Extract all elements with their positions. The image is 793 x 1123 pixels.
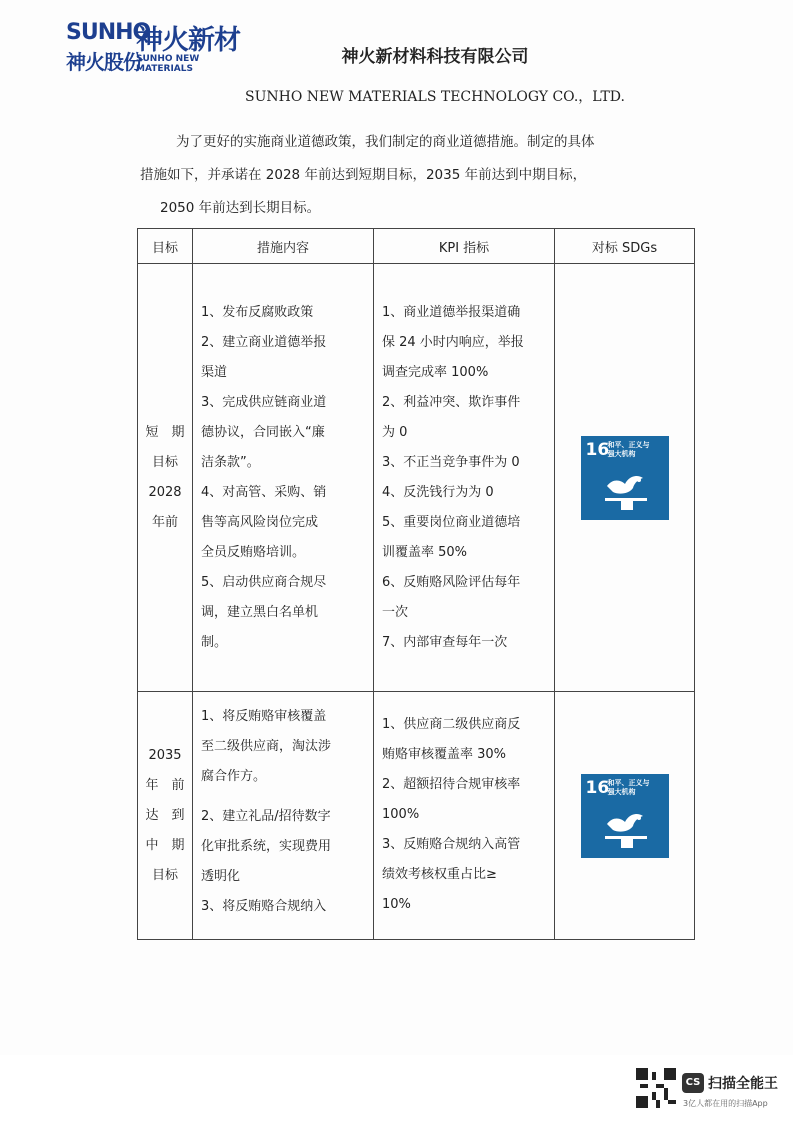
app-tagline: 3亿人都在用的扫描App <box>683 1099 768 1108</box>
measure-line: 5、启动供应商合规尽 <box>201 574 327 590</box>
header-sdgs: 对标 SDGs <box>555 229 695 264</box>
measure-line: 调，建立黑白名单机 <box>201 604 319 620</box>
kpi-line: 2、利益冲突、欺诈事件 <box>382 394 521 410</box>
kpi-line: 3、不正当竞争事件为 0 <box>382 454 520 470</box>
sdg-label <box>608 441 650 459</box>
header-kpi: KPI 指标 <box>374 229 555 264</box>
sdg-label <box>608 779 650 797</box>
measure-line: 4、对高管、采购、销 <box>201 484 327 500</box>
table-header-row <box>138 229 695 264</box>
intro-line: 2050 年前达到长期目标。 <box>160 200 321 216</box>
sdg16-badge <box>581 436 669 520</box>
table-row <box>138 692 695 940</box>
goal-line: 2035 <box>148 747 182 763</box>
header-measures: 措施内容 <box>193 229 374 264</box>
sdg-label-line: 强大机构 <box>607 449 636 458</box>
dove-gavel-icon <box>601 802 651 852</box>
camscanner-logo-icon: CS <box>682 1073 704 1093</box>
measure-line: 2、建立礼品/招待数字 <box>201 809 331 824</box>
sdg-label-line: 和平、正义与 <box>607 440 650 449</box>
sdg-number: 16 <box>585 777 610 798</box>
company-name-en: SUNHO NEW MATERIALS TECHNOLOGY CO.，LTD. <box>245 89 625 105</box>
goal-cell <box>138 692 193 940</box>
measure-line: 3、将反贿赂合规纳入 <box>201 899 327 914</box>
goal-cell <box>138 264 193 692</box>
company-logo <box>66 20 246 72</box>
measure-line: 制。 <box>201 634 228 650</box>
goal-line: 年 前 <box>145 777 185 793</box>
goal-line: 达 到 <box>145 807 185 823</box>
goal-line: 目标 <box>151 867 178 883</box>
header-goal: 目标 <box>138 229 193 264</box>
measure-line: 洁条款”。 <box>201 454 260 470</box>
measure-line: 至二级供应商，淘汰涉 <box>201 739 332 754</box>
kpi-line: 4、反洗钱行为为 0 <box>382 484 494 500</box>
app-name: 扫描全能王 <box>708 1076 778 1092</box>
measure-line: 售等高风险岗位完成 <box>201 514 319 530</box>
sdg16-badge <box>581 774 669 858</box>
intro-paragraph <box>140 126 670 225</box>
kpi-line: 5、重要岗位商业道德培 <box>382 514 521 530</box>
measure-line: 全员反贿赂培训。 <box>201 544 306 560</box>
sdg-label-line: 强大机构 <box>607 787 636 796</box>
logo-en-bottom: SUNHO NEW MATERIALS <box>136 54 200 74</box>
company-name-cn: 神火新材料科技有限公司 <box>341 47 529 67</box>
measure-line: 透明化 <box>201 869 241 884</box>
sdg-number: 16 <box>585 439 610 460</box>
measures-cell <box>193 692 374 940</box>
measure-line <box>201 792 373 802</box>
measure-line: 1、发布反腐败政策 <box>201 304 314 320</box>
logo-cn-left: 神火股份 <box>66 50 142 74</box>
measures-cell <box>193 264 374 692</box>
measure-line: 化审批系统，实现费用 <box>201 839 332 854</box>
measure-line: 德协议，合同嵌入“廉 <box>201 424 325 440</box>
kpi-line: 训覆盖率 50% <box>382 544 468 560</box>
logo-en-top: SUNHO <box>66 20 151 45</box>
kpi-line: 1、供应商二级供应商反 <box>382 717 521 732</box>
goal-line: 中 期 <box>145 837 185 853</box>
qr-code-icon <box>636 1068 676 1108</box>
table-row <box>138 264 695 692</box>
sdg-cell <box>555 692 695 940</box>
kpi-cell <box>374 264 555 692</box>
kpi-line: 3、反贿赂合规纳入高管 <box>382 837 521 852</box>
kpi-line: 保 24 小时内响应，举报 <box>382 334 524 350</box>
kpi-line: 贿赂审核覆盖率 30% <box>382 747 507 762</box>
measure-line: 2、建立商业道德举报 <box>201 334 327 350</box>
kpi-cell <box>374 692 555 940</box>
logo-cn-right: 神火新材 <box>136 25 240 56</box>
goal-line: 年前 <box>151 514 178 530</box>
sdg-label-line: 和平、正义与 <box>607 778 650 787</box>
measure-line: 渠道 <box>201 364 228 380</box>
kpi-line: 10% <box>382 897 411 912</box>
goals-table <box>137 228 695 940</box>
kpi-line: 为 0 <box>382 424 408 440</box>
kpi-line: 100% <box>382 807 420 822</box>
goal-line: 2028 <box>148 484 182 500</box>
goal-line: 短 期 <box>145 424 185 440</box>
measure-line: 3、完成供应链商业道 <box>201 394 327 410</box>
goal-line: 目标 <box>151 454 178 470</box>
measure-line: 腐合作方。 <box>201 769 267 784</box>
intro-line: 措施如下，并承诺在 2028 年前达到短期目标，2035 年前达到中期目标， <box>140 167 587 183</box>
measure-line: 1、将反贿赂审核覆盖 <box>201 709 327 724</box>
kpi-line: 1、商业道德举报渠道确 <box>382 304 521 320</box>
intro-line: 为了更好的实施商业道德政策，我们制定的商业道德措施。制定的具体 <box>176 134 595 150</box>
kpi-line: 一次 <box>382 604 409 620</box>
kpi-line: 调查完成率 100% <box>382 364 489 380</box>
kpi-line: 2、超额招待合规审核率 <box>382 777 521 792</box>
sdg-cell <box>555 264 695 692</box>
kpi-line: 7、内部审查每年一次 <box>382 634 508 650</box>
kpi-line: 绩效考核权重占比≥ <box>382 867 497 882</box>
dove-gavel-icon <box>601 464 651 514</box>
kpi-line: 6、反贿赂风险评估每年 <box>382 574 521 590</box>
